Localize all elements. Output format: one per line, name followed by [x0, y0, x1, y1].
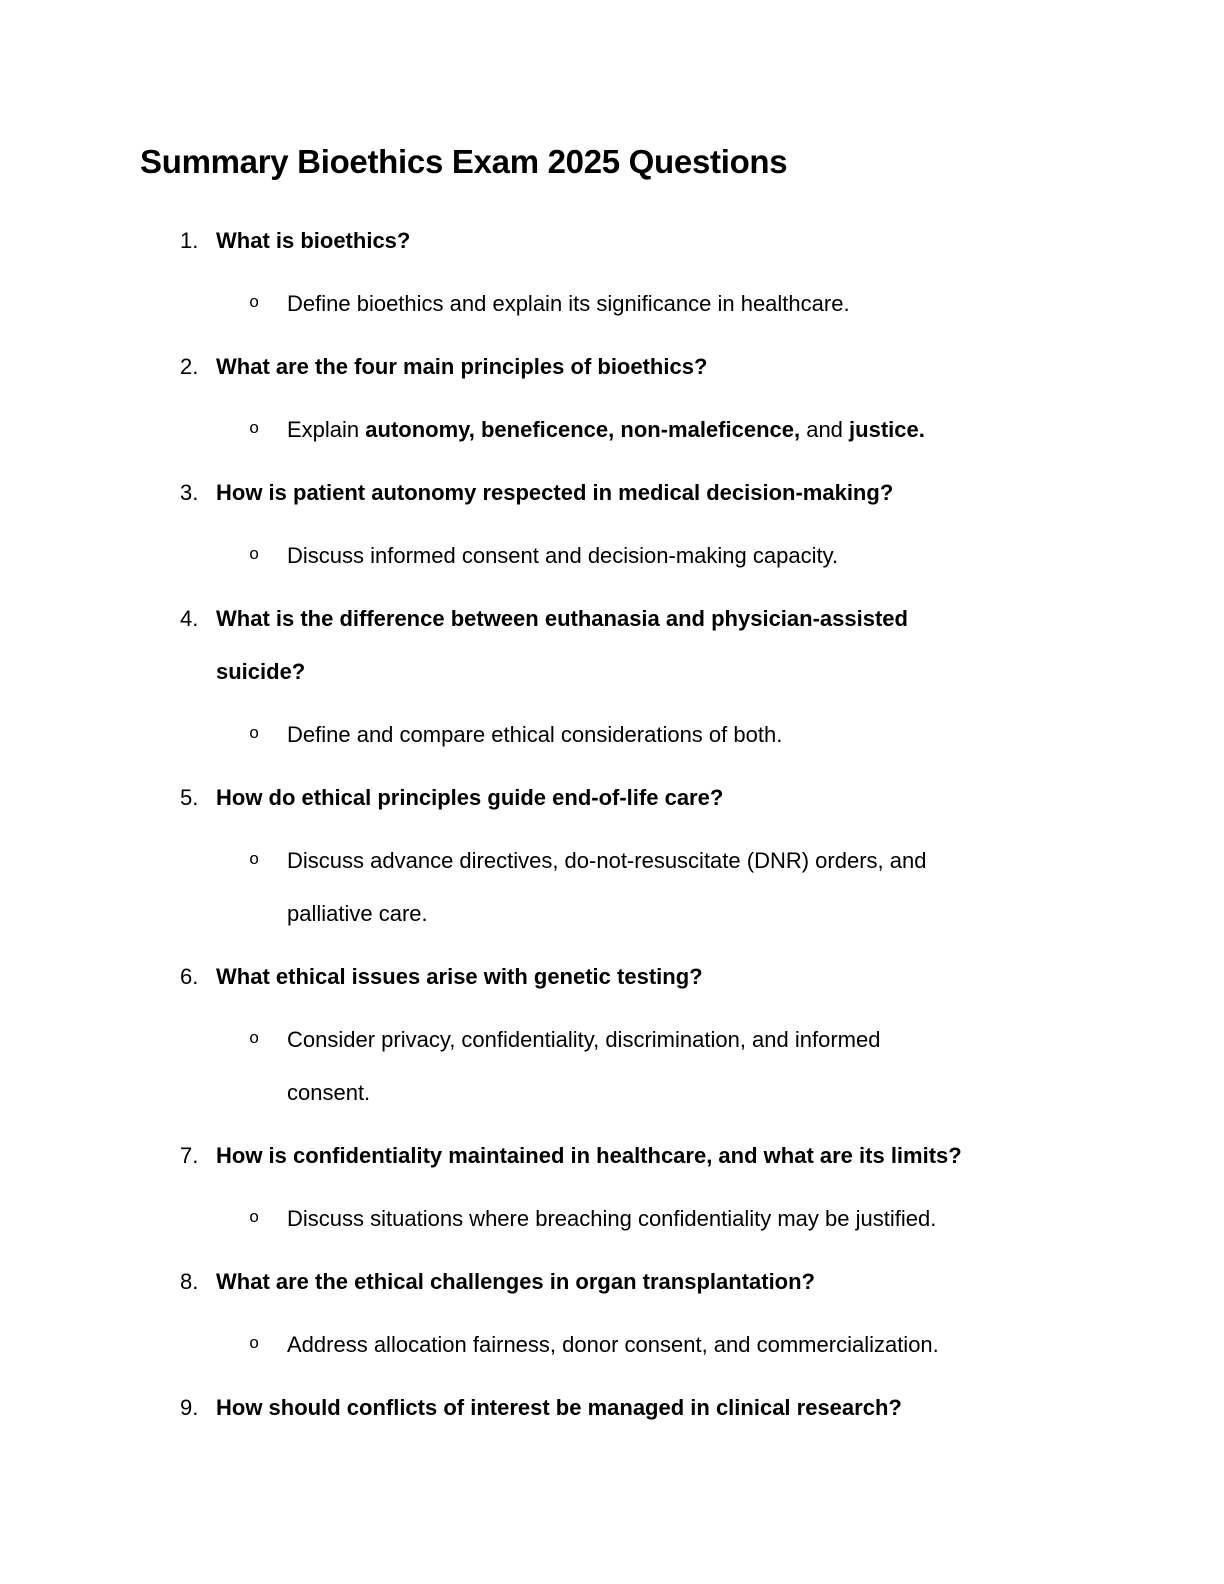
text-run: autonomy, beneficence, non-maleficence,: [365, 417, 801, 442]
sub-item-text: [287, 1318, 1154, 1371]
circle-bullet-icon: o: [249, 725, 260, 744]
text-run: What is the difference between euthanasia and physician-assisted: [216, 606, 908, 631]
question-text: [216, 1255, 1154, 1308]
question-number: 8.: [180, 1269, 199, 1294]
sub-bullet-item: [249, 1192, 1154, 1245]
text-line: [216, 1129, 1154, 1182]
question-text: [216, 466, 1154, 519]
text-run: Consider privacy, confidentiality, discrimination, and informed: [287, 1027, 881, 1052]
text-run: How is patient autonomy respected in medical decision-making?: [216, 480, 894, 505]
circle-bullet-icon: o: [249, 1335, 260, 1354]
text-line: [287, 708, 1154, 761]
text-line: [216, 950, 1154, 1003]
question-number: 3.: [180, 480, 199, 505]
text-line: [287, 834, 1154, 887]
text-run: Explain: [287, 417, 366, 442]
question-text: [216, 1381, 1154, 1434]
text-line: [287, 403, 1154, 456]
question-text: [216, 592, 1154, 698]
sub-item-text: [287, 403, 1154, 456]
text-line: [287, 1318, 1154, 1371]
question-item: [180, 340, 1154, 393]
text-run: What is bioethics?: [216, 228, 411, 253]
text-run: What ethical issues arise with genetic testing?: [216, 964, 703, 989]
sub-bullet-item: [249, 1318, 1154, 1371]
text-line: [216, 466, 1154, 519]
text-run: Discuss situations where breaching confidentiality may be justified.: [287, 1206, 937, 1231]
sub-item-text: [287, 708, 1154, 761]
circle-bullet-icon: o: [249, 294, 260, 313]
sub-bullet-item: [249, 277, 1154, 330]
circle-bullet-icon: o: [249, 1209, 260, 1228]
text-run: How do ethical principles guide end-of-life care?: [216, 785, 724, 810]
sub-bullet-item: [249, 403, 1154, 456]
circle-bullet-icon: o: [249, 851, 260, 870]
question-number: 7.: [180, 1143, 199, 1168]
question-item: [180, 466, 1154, 519]
sub-bullet-item: [249, 708, 1154, 761]
sub-item-text: [287, 277, 1154, 330]
text-line: [216, 1381, 1154, 1434]
circle-bullet-icon: o: [249, 1030, 260, 1049]
sub-item-text: [287, 834, 1154, 940]
circle-bullet-icon: o: [249, 546, 260, 565]
question-item: [180, 1381, 1154, 1434]
sub-bullet-item: [249, 529, 1154, 582]
text-line: [287, 1013, 1154, 1066]
text-run: Define bioethics and explain its significance in healthcare.: [287, 291, 850, 316]
text-line: [216, 1255, 1154, 1308]
question-item: [180, 214, 1154, 267]
question-item: [180, 1255, 1154, 1308]
question-text: [216, 1129, 1154, 1182]
question-number: 2.: [180, 354, 199, 379]
text-run: consent.: [287, 1080, 371, 1105]
question-item: [180, 592, 1154, 698]
question-text: [216, 214, 1154, 267]
text-line: [287, 1192, 1154, 1245]
text-run: and: [800, 417, 850, 442]
question-number: 6.: [180, 964, 199, 989]
question-text: [216, 771, 1154, 824]
page-title: Summary Bioethics Exam 2025 Questions: [140, 143, 788, 180]
text-run: palliative care.: [287, 901, 428, 926]
text-run: Discuss advance directives, do-not-resuscitate (DNR) orders, and: [287, 848, 927, 873]
text-run: How is confidentiality maintained in healthcare, and what are its limits?: [216, 1143, 962, 1168]
text-run: suicide?: [216, 659, 306, 684]
text-run: What are the ethical challenges in organ transplantation?: [216, 1269, 815, 1294]
text-line: [287, 1066, 1154, 1119]
sub-bullet-item: [249, 1013, 1154, 1119]
text-line: [216, 592, 1154, 645]
text-line: [287, 277, 1154, 330]
text-run: justice.: [849, 417, 925, 442]
question-number: 5.: [180, 785, 199, 810]
text-run: How should conflicts of interest be managed in clinical research?: [216, 1395, 902, 1420]
question-list: [0, 214, 1224, 1434]
question-number: 4.: [180, 606, 199, 631]
sub-bullet-item: [249, 834, 1154, 940]
text-line: [216, 771, 1154, 824]
question-item: [180, 950, 1154, 1003]
sub-item-text: [287, 529, 1154, 582]
question-text: [216, 950, 1154, 1003]
question-item: [180, 771, 1154, 824]
text-line: [216, 214, 1154, 267]
text-line: [216, 645, 1154, 698]
text-line: [287, 887, 1154, 940]
question-text: [216, 340, 1154, 393]
circle-bullet-icon: o: [249, 420, 260, 439]
text-line: [287, 529, 1154, 582]
question-number: 1.: [180, 228, 199, 253]
question-number: 9.: [180, 1395, 199, 1420]
text-run: What are the four main principles of bioethics?: [216, 354, 708, 379]
sub-item-text: [287, 1192, 1154, 1245]
text-run: Define and compare ethical considerations of both.: [287, 722, 783, 747]
text-run: Address allocation fairness, donor consent, and commercialization.: [287, 1332, 939, 1357]
question-item: [180, 1129, 1154, 1182]
text-run: Discuss informed consent and decision-making capacity.: [287, 543, 839, 568]
sub-item-text: [287, 1013, 1154, 1119]
text-line: [216, 340, 1154, 393]
